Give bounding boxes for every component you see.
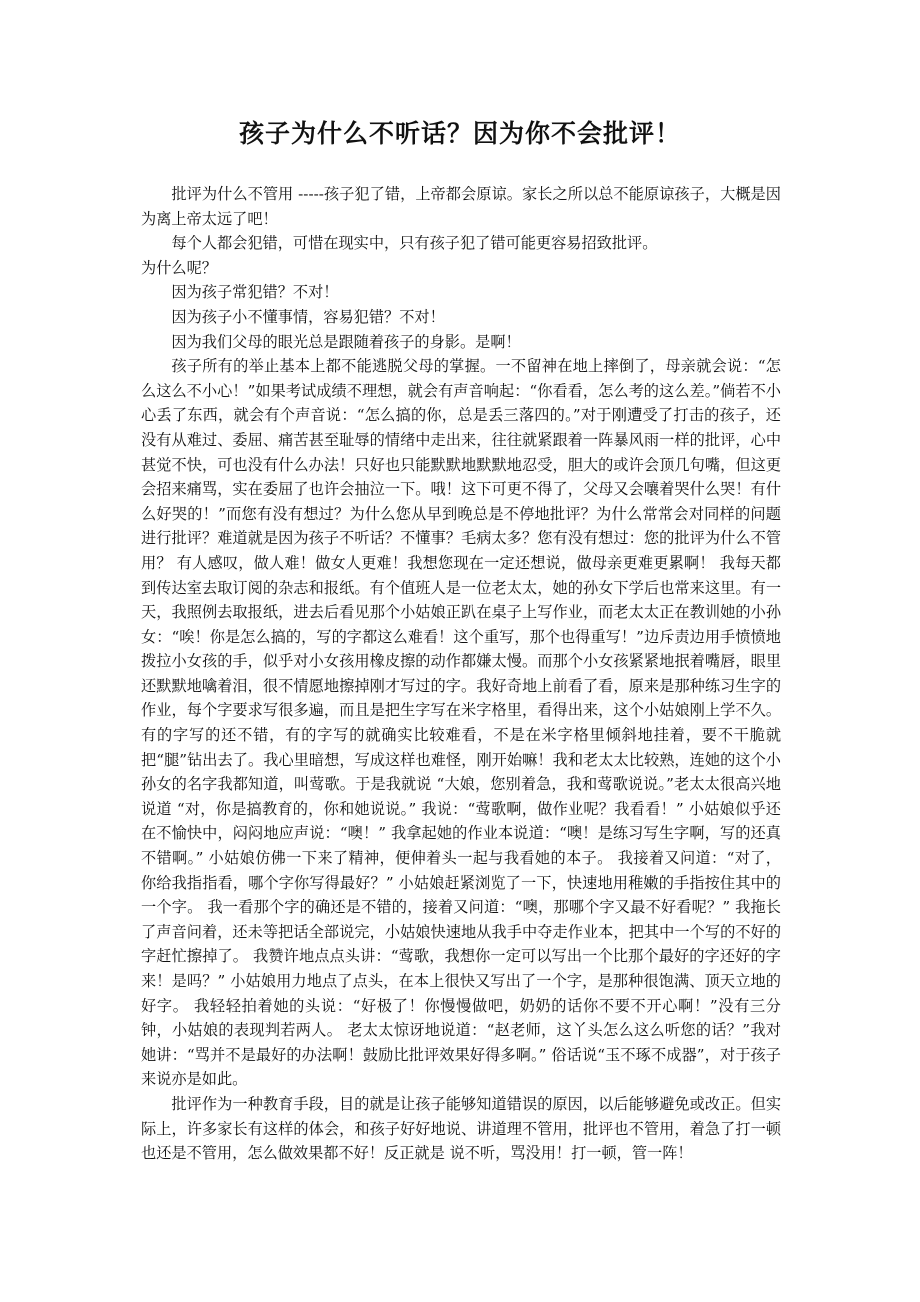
paragraph-reason-3: 因为我们父母的眼光总是跟随着孩子的身影。是啊！ xyxy=(171,332,521,351)
paragraph-everyone-errs: 每个人都会犯错，可惜在现实中，只有孩子犯了错可能更容易招致批评。 xyxy=(171,234,658,253)
paragraph-story: 孩子所有的举止基本上都不能逃脱父母的掌握。一不留神在地上摔倒了，母亲就会说：“怎么这么不小心！”如果考试成绩不理想，就会有声音响起：“你看看，怎么考的这么差。”倘若不小心丢了东西，就会有个声音说：“怎么搞的你，总是丢三落四的。”对于刚遭受了打击的孩子，还没有从难过、委屈、痛苦甚至耻辱的情绪中走出来，往往就紧跟着一阵暴风雨一样的批评，心中甚觉不快，可也没有什么办法！只好也只能默默地默默地忍受，胆大的或许会顶几句嘴，但这更会招来痛骂，实在委屈了也许会抽泣一下。哦！这下可更不得了，父母又会嚷着哭什么哭！有什么好哭的！”而您有没有想过？为什么您从早到晚总是不停地批评？为什么常常会对同样的问题进行批评？难道就是因为孩子不听话？不懂事？毛病太多？您有没有想过：您的批评为什么不管用？ 有人感叹，做人难！做女人更难！我想您现在一定还想说，做母亲更难更累啊！ 我每天都到传达室去取订阅的杂志和报纸。有个值班人是一位老太太，她的孙女下学后也常来这里。有一天，我照例去取报纸，进去后看见那个小姑娘正趴在桌子上写作业，而老太太正在教训她的小孙女：“唉！你是怎么搞的，写的字都这么难看！这个重写，那个也得重写！”边斥责边用手愤愤地拨拉小女孩的手，似乎对小女孩用橡皮擦的动作都嫌太慢。而那个小女孩紧紧地抿着嘴唇，眼里还默默地噙着泪，很不情愿地擦掉刚才写过的字。我好奇地上前看了看，原来是那种练习生字的作业，每个字要求写很多遍，而且是把生字写在米字格里，看得出来，这个小姑娘刚上学不久。有的字写的还不错，有的字写的就确实比较难看，不是在米字格里倾斜地挂着，要不干脆就把“腿”钻出去了。我心里暗想，写成这样也难怪，刚开始嘛！我和老太太比较熟，连她的这个小孙女的名字我都知道，叫莺歌。于是我就说 “大娘，您别着急，我和莺歌说说。”老太太很高兴地说道 “对，你是搞教育的，你和她说说。” 我说：“莺歌啊，做作业呢？我看看！” 小姑娘似乎还在不愉快中，闷闷地应声说：“噢！” 我拿起她的作业本说道：“噢！是练习写生字啊，写的还真不错啊。” 小姑娘仿佛一下来了精神，便伸着头一起与我看她的本子。 我接着又问道：“对了，你给我指指看，哪个字你写得最好？” 小姑娘赶紧浏览了一下，快速地用稚嫩的手指按住其中的一个字。 我一看那个字的确还是不错的，接着又问道：“噢，那哪个字又最不好看呢？” 我拖长了声音问着，还未等把话全部说完，小姑娘快速地从我手中夺走作业本，把其中一个写的不好的字赶忙擦掉了。 我赞许地点点头讲：“莺歌，我想你一定可以写出一个比那个最好的字还好的字来！是吗？” 小姑娘用力地点了点头，在本上很快又写出了一个字，是那种很饱满、顶天立地的好字。 我轻轻拍着她的头说：“好极了！你慢慢做吧，奶奶的话你不要不开心啊！”没有三分钟，小姑娘的表现判若两人。 老太太惊讶地说道：“赵老师，这丫头怎么这么听您的话？”我对她讲：“骂并不是最好的办法啊！鼓励比批评效果好得多啊。” 俗话说“玉不琢不成器”，对于孩子来说亦是如此。 xyxy=(141,357,781,1089)
paragraph-reason-2: 因为孩子小不懂事情，容易犯错？不对！ xyxy=(171,307,445,326)
document-body xyxy=(141,182,781,1166)
paragraph-conclusion: 批评作为一种教育手段，目的就是让孩子能够知道错误的原因，以后能够避免或改正。但实际上，许多家长有这样的体会，和孩子好好地说、讲道理不管用，批评也不管用，着急了打一顿也还是不管用，怎么做效果都不好！反正就是 说不听，骂没用！打一顿，管一阵！ xyxy=(141,1094,781,1163)
paragraph-intro: 批评为什么不管用 -----孩子犯了错，上帝都会原谅。家长之所以总不能原谅孩子，大概是因为离上帝太远了吧！ xyxy=(141,185,781,228)
paragraph-why: 为什么呢？ xyxy=(141,258,217,277)
paragraph-reason-1: 因为孩子常犯错？不对！ xyxy=(171,283,339,302)
document-title: 孩子为什么不听话？因为你不会批评！ xyxy=(238,119,681,148)
